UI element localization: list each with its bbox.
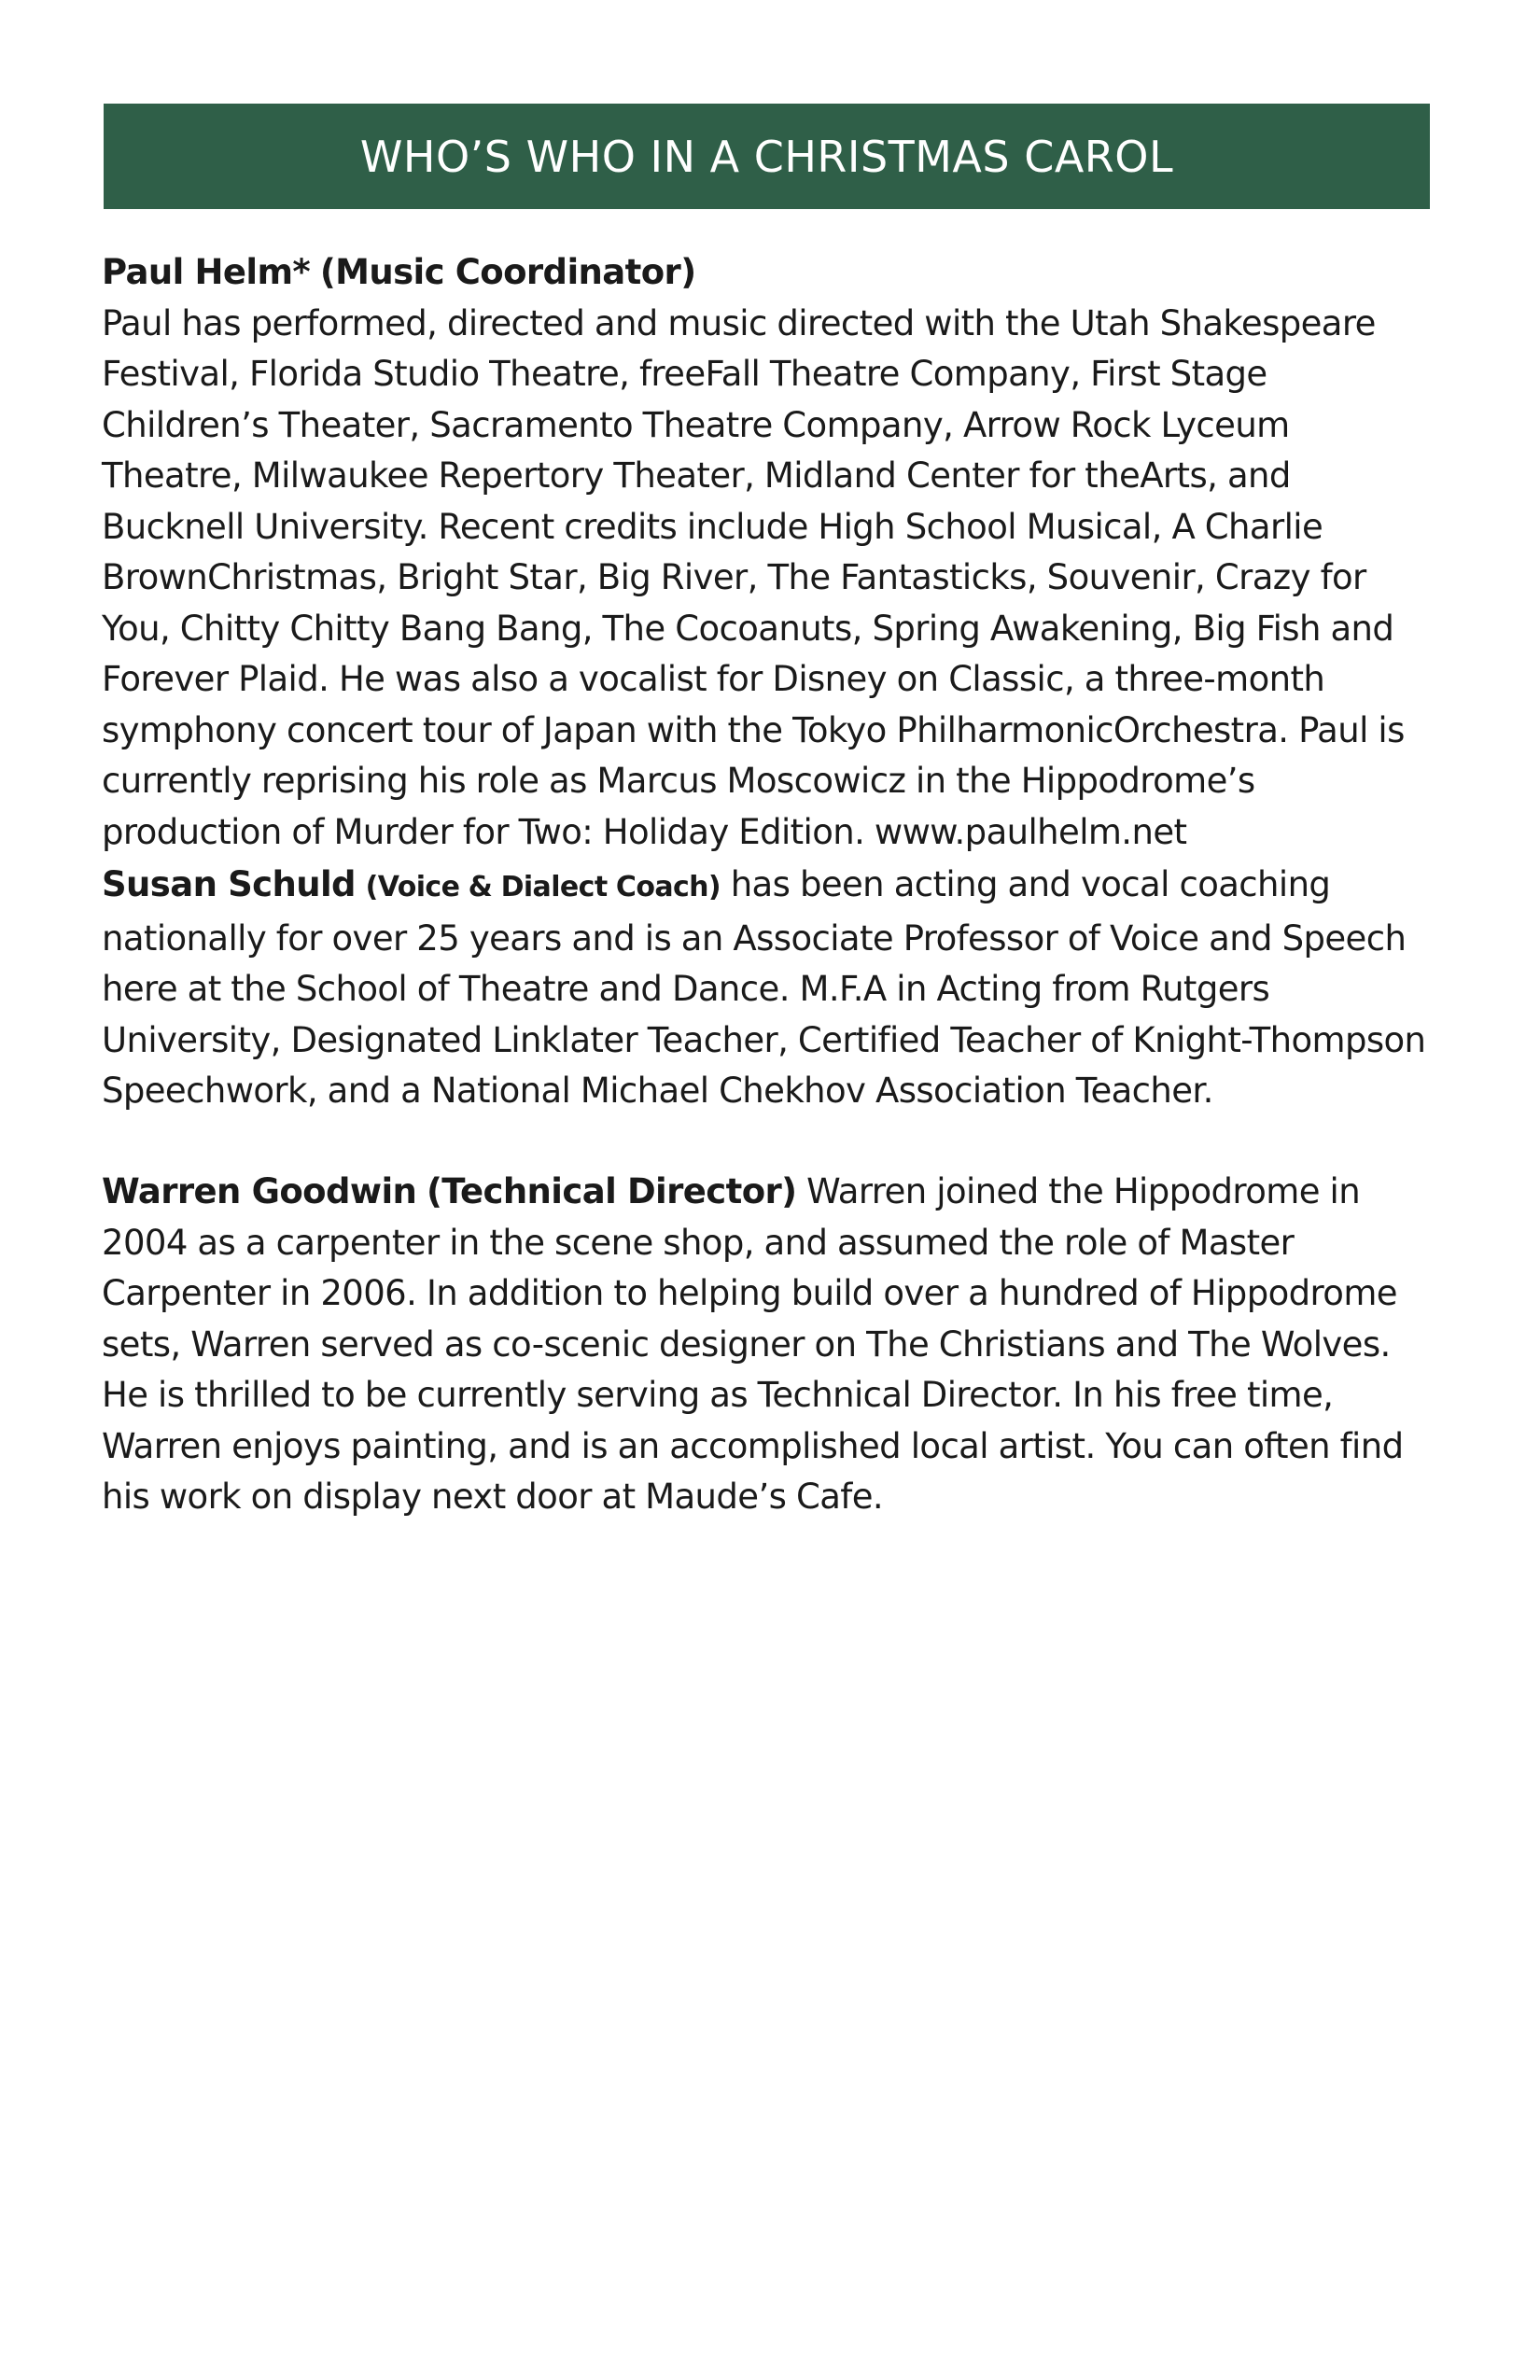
bio-name: Warren Goodwin <box>102 1171 417 1211</box>
bio-text: has been acting and vocal coaching nationally for over 25 years and is an Associate Professor of Voice and Speech here at the School of Theatre and Dance. M.F.A in Acting from Rutgers University, Designated Linklater Teacher, Certified Teacher of Knight-Thompson Speechwork, and a National Michael Chekhov Association Teacher. <box>102 864 1426 1111</box>
bio-paul-helm <box>102 247 1432 858</box>
bio-susan-schuld <box>102 860 1432 1117</box>
bio-heading <box>102 247 1432 299</box>
bio-name: Susan Schuld <box>102 864 356 904</box>
page-banner <box>104 104 1430 209</box>
bio-role: (Technical Director) <box>426 1171 797 1211</box>
page-title: WHO’S WHO IN A CHRISTMAS CAROL <box>359 131 1174 182</box>
bio-warren-goodwin <box>102 1167 1432 1523</box>
bio-text: Paul has performed, directed and music directed with the Utah Shakespeare Festival, Florida Studio Theatre, freeFall Theatre Company, First Stage Children’s Theater, Sacramento Theatre Company, Arrow Rock Lyceum Theatre, Milwaukee Repertory Theater, Midland Center for theArts, and Bucknell University. Recent credits include High School Musical, A Charlie BrownChristmas, Bright Star, Big River, The Fantasticks, Souvenir, Crazy for You, Chitty Chitty Bang Bang, The Cocoanuts, Spring Awakening, Big Fish and Forever Plaid. He was also a vocalist for Disney on Classic, a three-month symphony concert tour of Japan with the Tokyo PhilharmonicOrchestra. Paul is currently reprising his role as Marcus Moscowicz in the Hippodrome’s production of Murder for Two: Holiday Edition. www.paulhelm.net <box>102 302 1405 852</box>
bio-role: (Voice & Dialect Coach) <box>365 871 721 903</box>
bio-role: (Music Coordinator) <box>319 252 696 292</box>
bio-text: Warren joined the Hippodrome in 2004 as a carpenter in the scene shop, and assumed the role of Master Carpenter in 2006. In addition to helping build over a hundred of Hippodrome sets, Warren served as co-scenic designer on The Christians and The Wolves. He is thrilled to be currently serving as Technical Director. In his free time, Warren enjoys painting, and is an accomplished local artist. You can often find his work on display next door at Maude’s Cafe. <box>102 1171 1404 1517</box>
bio-name: Paul Helm* <box>102 252 311 292</box>
